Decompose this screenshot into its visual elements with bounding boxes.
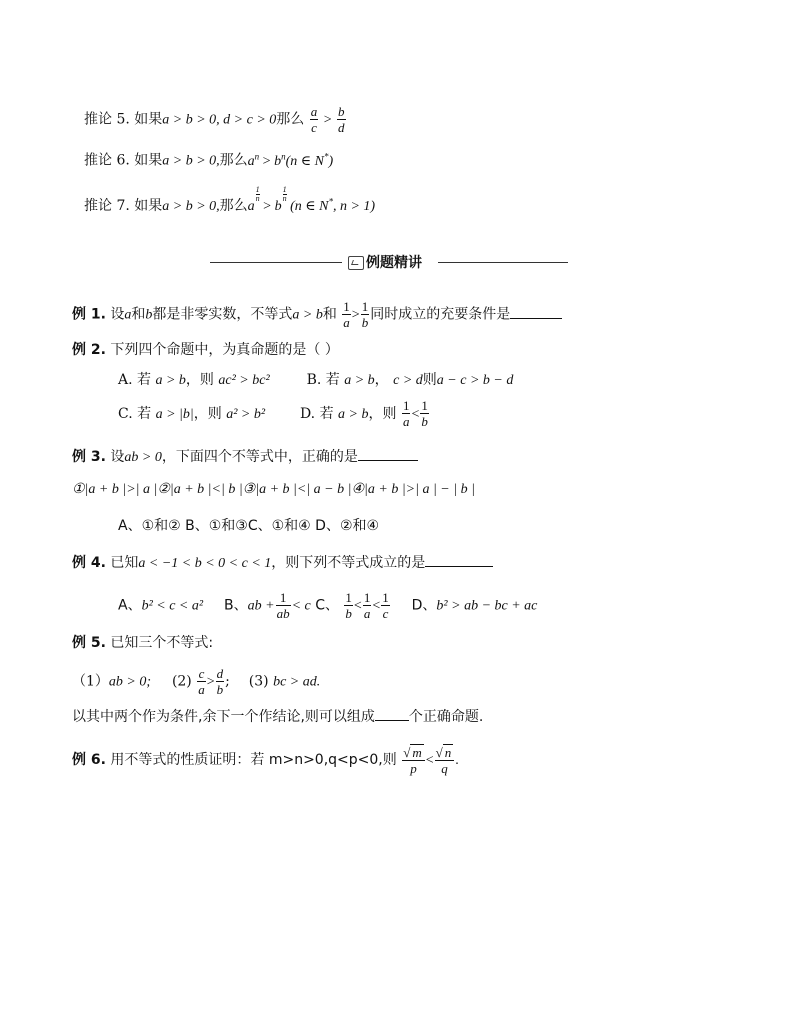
- example-5: 例 5. 已知三个不等式:: [72, 635, 214, 651]
- fraction: $\frac{1}{a}$: [402, 398, 410, 429]
- corollary-7-text: 如果: [134, 198, 163, 214]
- corollary-7-label: 推论 7.: [84, 198, 130, 214]
- example-2-options-row-2: [118, 398, 430, 429]
- fraction: $\frac{c}{a}$: [198, 666, 205, 697]
- corollary-5-label: 推论 5.: [84, 111, 130, 128]
- exponent-fraction: $\frac{1}{n}$: [282, 185, 287, 203]
- option-a: A. 若 a > b，则 ac² > bc²: [118, 372, 270, 388]
- fraction: $\frac{b}{d}$: [338, 104, 345, 135]
- corollary-5-then: 那么: [276, 111, 305, 128]
- corollary-5-text: 如果: [134, 111, 163, 128]
- corollary-7-then: 那么: [219, 198, 248, 214]
- example-2-label: 例 2.: [72, 342, 106, 358]
- answer-blank: [375, 706, 409, 721]
- example-3-label: 例 3.: [72, 449, 106, 465]
- exponent-fraction: $\frac{1}{n}$: [255, 185, 260, 203]
- corollary-5: 推论 5. 如果a > b > 0, d > c > 0那么 $\frac{a}{c}$ > $\frac{b}{d}$: [84, 104, 345, 135]
- example-1-label: 例 1.: [72, 306, 106, 323]
- example-3-options: A、①和② B、①和③C、①和④ D、②和④: [118, 518, 380, 534]
- example-2: [72, 340, 339, 360]
- example-5-question: 以其中两个作为条件,余下一个作结论,则可以组成 个正确命题.: [72, 706, 483, 727]
- corollary-6-text: 如果: [134, 152, 163, 169]
- example-3: 例 3. 设ab > 0，下面四个不等式中，正确的是: [72, 446, 418, 468]
- option-c: C. 若 a > |b|，则 a² > b²: [118, 405, 266, 422]
- fraction: $\frac{1}{b}$: [361, 299, 369, 330]
- example-4: 例 4. 已知a < −1 < b < 0 < c < 1，则下列不等式成立的是: [72, 552, 493, 574]
- fraction: $\frac{a}{c}$: [310, 104, 318, 135]
- corollary-6-label: 推论 6.: [84, 152, 130, 169]
- answer-blank: [358, 446, 418, 461]
- example-2-question: 下列四个命题中，为真命题的是（ ）: [110, 342, 339, 358]
- answer-blank: [425, 552, 493, 567]
- fraction: $\frac{d}{b}$: [216, 666, 224, 697]
- corollary-6-expression: $a^n > b^n(n$ ∈ N*): [247, 151, 334, 169]
- corollary-6-then: 那么: [219, 152, 248, 169]
- corollary-5-condition: a > b > 0, d > c > 0: [162, 112, 277, 128]
- example-5-conditions: （1）ab > 0; (2) $\frac{c}{a}$ > $\frac{d}{b}$ ; (3) bc > ad.: [72, 666, 321, 697]
- section-title: [348, 253, 422, 273]
- fraction: $\frac{√ m}{p}$: [402, 744, 425, 776]
- example-6: 例 6. 用不等式的性质证明：若 m>n>0,q<p<0,则 $\frac{√ m}{p}$ < $\frac{√ n}{q}$ .: [72, 745, 459, 776]
- corollary-7-condition: a > b > 0,: [162, 199, 220, 214]
- fraction: $\frac{1}{a}$: [363, 590, 371, 621]
- fraction: $\frac{1}{c}$: [382, 590, 389, 621]
- section-divider-right: [438, 262, 568, 263]
- option-d: D. 若 a > b，则 $\frac{1}{a}$ < $\frac{1}{b}$: [299, 398, 428, 429]
- example-2-options-row-1: [118, 370, 513, 391]
- section-title-text: 例题精讲: [366, 255, 422, 271]
- fraction: $\frac{1}{b}$: [421, 398, 428, 429]
- fraction: $\frac{1}{ab}$: [276, 590, 290, 621]
- example-1: 例 1. 设a和b都是非零实数，不等式a > b和 $\frac{1}{a}$ > $\frac{1}{b}$ 同时成立的充要条件是: [72, 299, 562, 330]
- corollary-7: [84, 186, 375, 217]
- corollary-6-condition: a > b > 0,: [162, 153, 220, 169]
- example-4-label: 例 4.: [72, 555, 106, 571]
- fraction: $\frac{1}{a}$: [343, 299, 350, 330]
- section-divider-left: [210, 262, 342, 263]
- fraction: $\frac{√ n}{q}$: [435, 744, 455, 776]
- fraction: $\frac{1}{b}$: [345, 590, 352, 621]
- corollary-6: [84, 146, 333, 172]
- option-b: B. 若 a > b， c > d则a − c > b − d: [306, 372, 514, 388]
- corollary-7-expression: a $\frac{1}{n}$ > b $\frac{1}{n}$ (n ∈ N*, n > 1): [247, 185, 376, 214]
- example-3-inequality-list: ①|a + b |>| a |②|a + b |<| b |③|a + b |<| a − b |④|a + b |>| a | − | b |: [72, 482, 475, 497]
- presentation-icon: [348, 256, 364, 270]
- answer-blank: [510, 304, 562, 319]
- example-4-options: A、b² < c < a² B、ab + $\frac{1}{ab}$ < c C、 $\frac{1}{b}$ < $\frac{1}{a}$ < $\frac{1}{c}$ D、b² > ab − bc + ac: [118, 590, 538, 621]
- example-6-label: 例 6.: [72, 752, 106, 768]
- example-5-label: 例 5.: [72, 635, 106, 651]
